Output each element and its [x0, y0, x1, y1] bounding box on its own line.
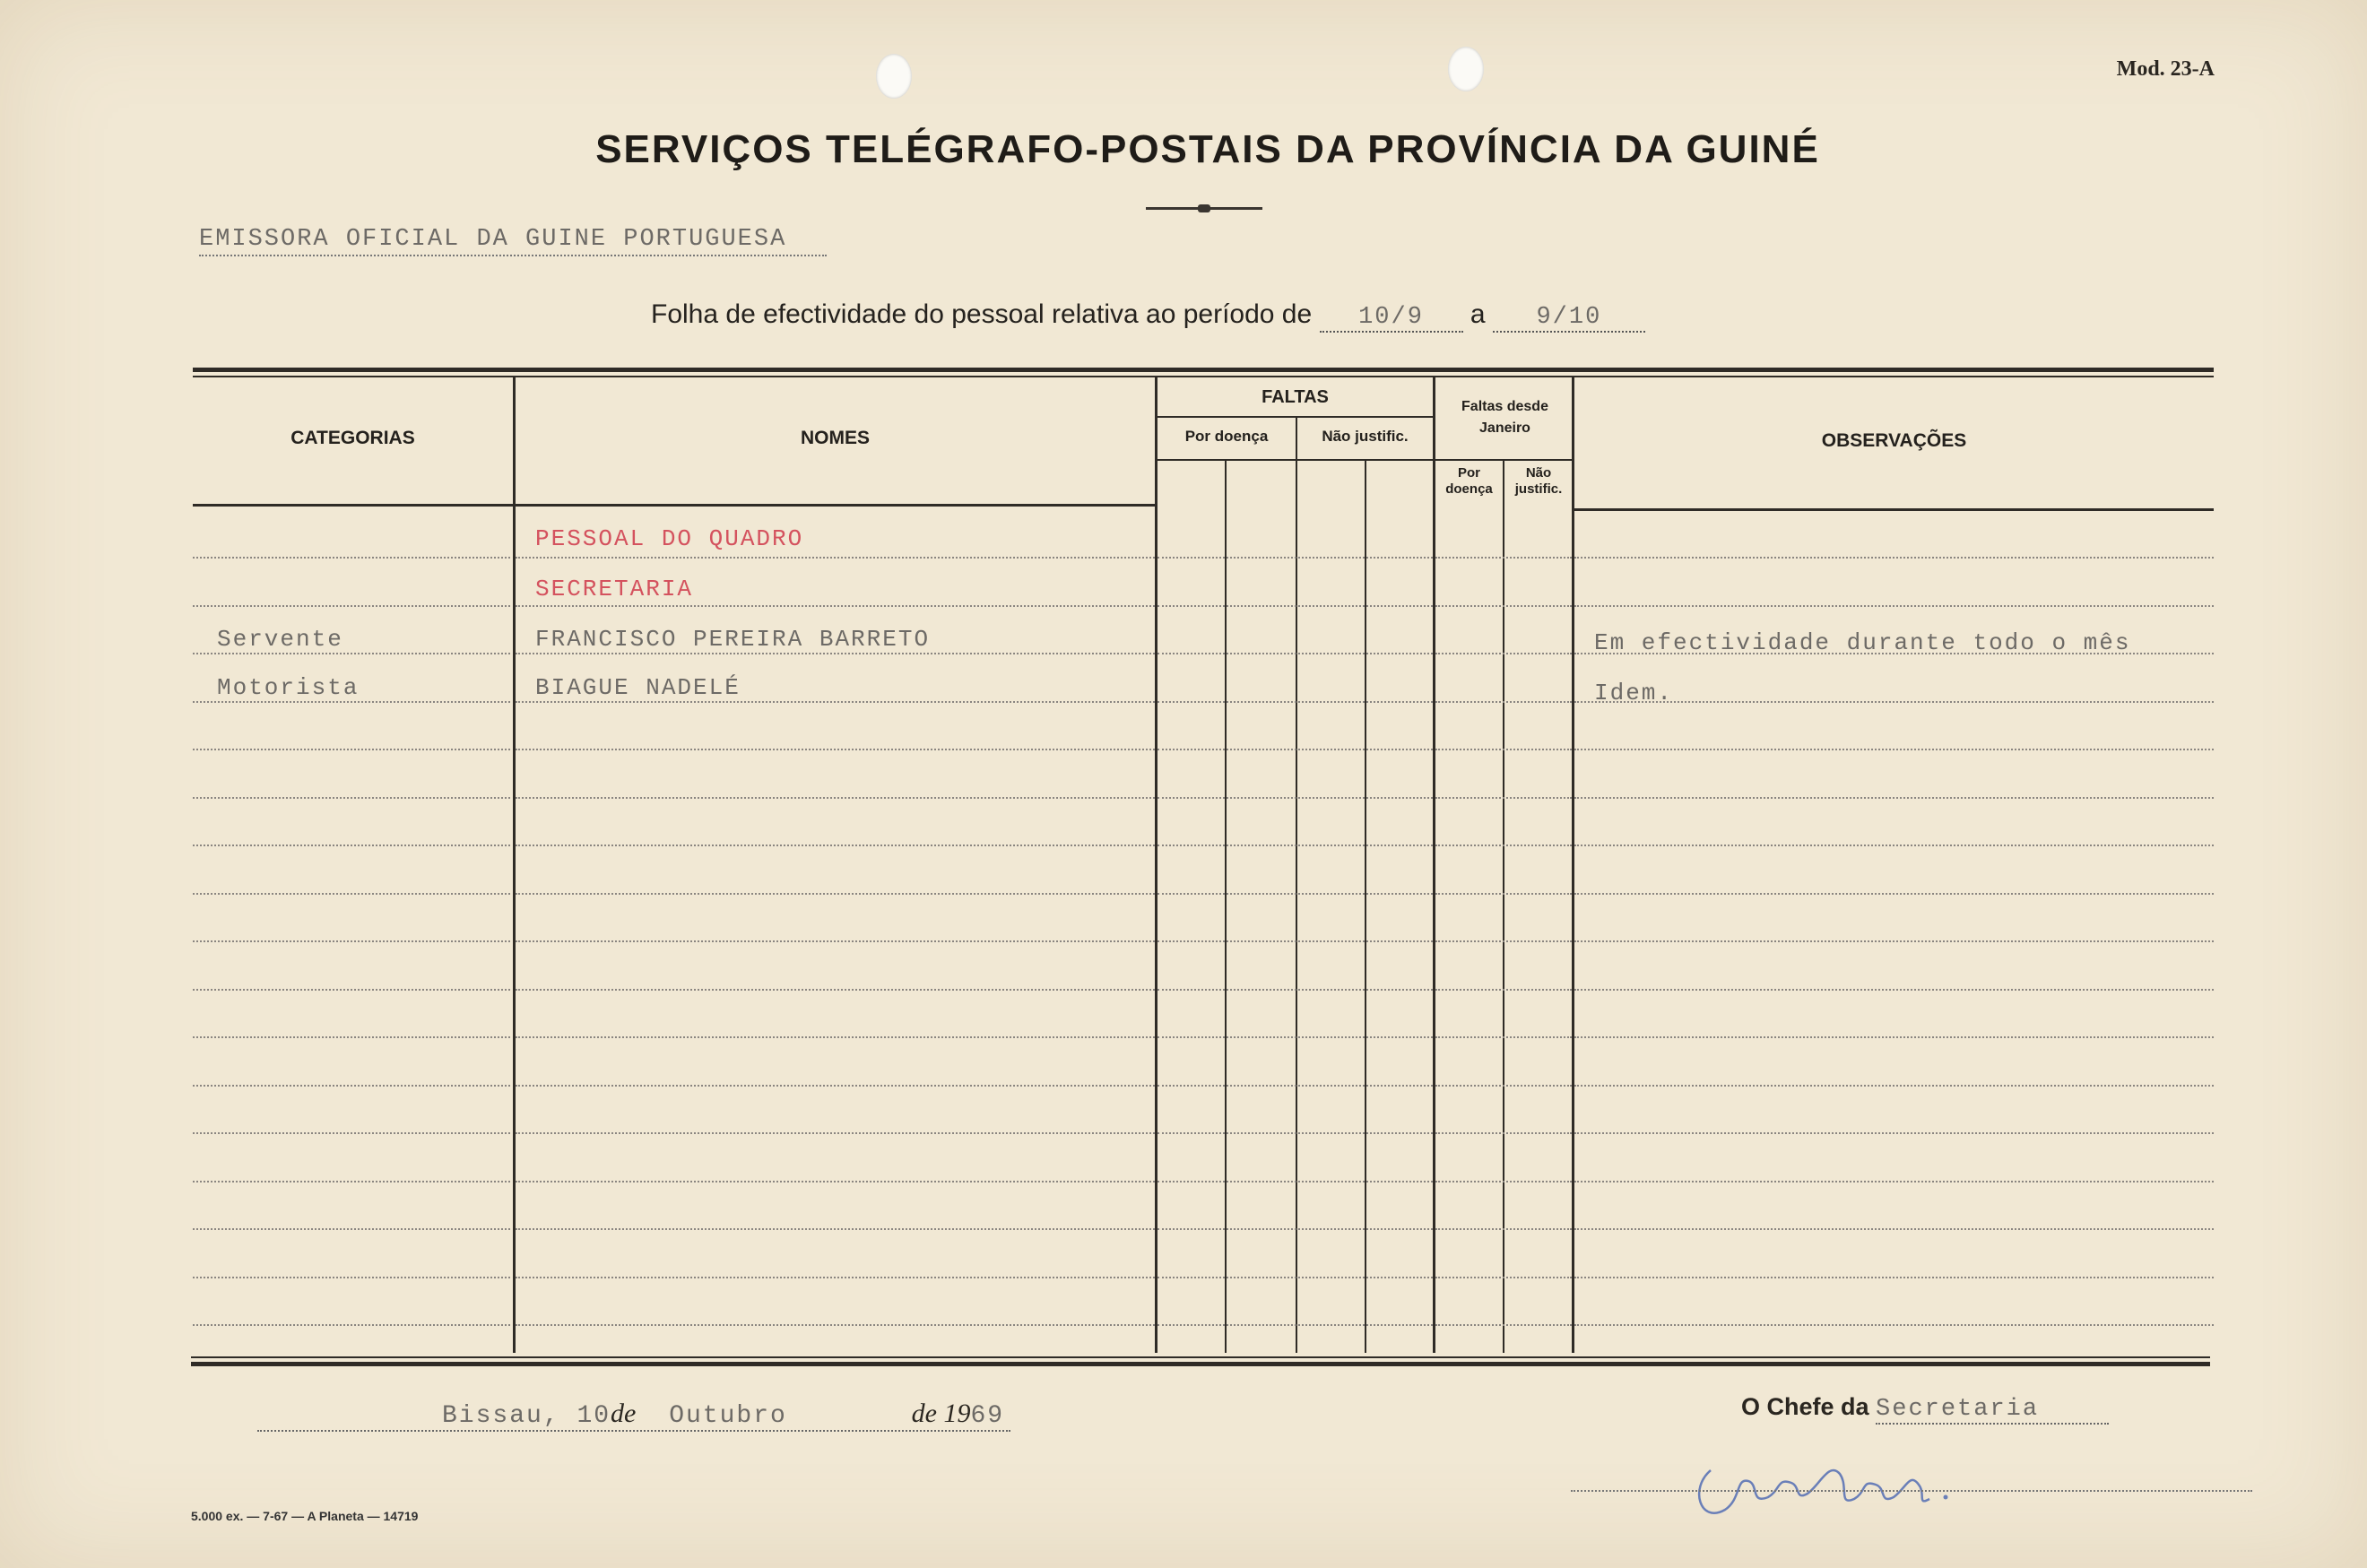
ruled-line	[1574, 940, 2214, 942]
signature-line	[1571, 1490, 2252, 1492]
ruled-line	[1157, 605, 1433, 607]
ruled-line	[1157, 1324, 1433, 1326]
ruled-line	[193, 845, 510, 846]
ruled-line	[1435, 605, 1572, 607]
ruled-line	[516, 1132, 1155, 1134]
department-name: EMISSORA OFICIAL DA GUINE PORTUGUESA	[199, 226, 827, 256]
ruled-line	[1157, 749, 1433, 750]
ruled-line	[1435, 1277, 1572, 1278]
ruled-line	[1574, 1085, 2214, 1087]
ruled-line	[516, 1324, 1155, 1326]
ruled-line	[193, 1277, 510, 1278]
ruled-line	[1435, 557, 1572, 559]
ruled-line	[516, 1085, 1155, 1087]
date-month: Outubro	[669, 1402, 787, 1430]
ruled-line	[1574, 797, 2214, 799]
header-bottom-rule	[193, 504, 1155, 507]
row-observacao: Idem.	[1594, 680, 1674, 706]
col-divider	[1572, 377, 1574, 1353]
ruled-line	[516, 701, 1155, 703]
ruled-line	[516, 605, 1155, 607]
ruled-line	[1157, 1277, 1433, 1278]
ruled-line	[1435, 701, 1572, 703]
row-nome: BIAGUE NADELÉ	[535, 674, 741, 701]
ruled-line	[1157, 893, 1433, 895]
col-divider	[1433, 377, 1435, 1353]
faltas-rule	[1157, 416, 1435, 418]
ruled-line	[193, 1036, 510, 1038]
ruled-line	[193, 653, 510, 654]
ruled-line	[516, 653, 1155, 654]
col-subdivider	[1503, 461, 1504, 1353]
header-por-doenca-janeiro: Por doença	[1445, 465, 1493, 497]
col-subdivider	[1365, 461, 1366, 1353]
title-ornament	[1146, 207, 1262, 210]
ruled-line	[1435, 989, 1572, 991]
ruled-line	[1157, 845, 1433, 846]
header-nao-justific: Não justific.	[1322, 428, 1409, 445]
ruled-line	[1435, 1036, 1572, 1038]
ruled-line	[516, 940, 1155, 942]
ruled-line	[193, 893, 510, 895]
ruled-line	[516, 989, 1155, 991]
ruled-line	[1435, 845, 1572, 846]
ruled-line	[1157, 653, 1433, 654]
ruled-line	[1157, 989, 1433, 991]
ruled-line	[1574, 557, 2214, 559]
ruled-line	[516, 893, 1155, 895]
place-date-line	[257, 1399, 1010, 1432]
ruled-line	[193, 1085, 510, 1087]
ruled-line	[193, 1228, 510, 1230]
section-label: PESSOAL DO QUADRO	[535, 525, 804, 552]
ruled-line	[1157, 701, 1433, 703]
col-divider	[513, 377, 516, 1353]
header-observacoes: OBSERVAÇÕES	[1821, 430, 1967, 451]
ruled-line	[193, 605, 510, 607]
ruled-line	[1574, 989, 2214, 991]
ruled-line	[1157, 1181, 1433, 1182]
row-observacao: Em efectividade durante todo o mês	[1594, 629, 2131, 656]
punch-hole-left	[876, 54, 912, 99]
header-nomes: NOMES	[800, 428, 870, 448]
faltas-rule	[1157, 459, 1435, 461]
ruled-line	[1435, 940, 1572, 942]
ruled-line	[1574, 605, 2214, 607]
row-categoria: Servente	[217, 626, 343, 653]
ruled-line	[193, 1181, 510, 1182]
ruled-line	[1574, 893, 2214, 895]
ruled-line	[1574, 1036, 2214, 1038]
ruled-line	[1157, 557, 1433, 559]
punch-hole-right	[1448, 47, 1484, 91]
signature	[1695, 1434, 1964, 1533]
ruled-line	[1574, 1277, 2214, 1278]
table-bottom-rule-thin	[191, 1356, 2210, 1358]
ruled-line	[193, 940, 510, 942]
ruled-line	[193, 797, 510, 799]
ruled-line	[1435, 1228, 1572, 1230]
ruled-line	[1435, 1132, 1572, 1134]
ruled-line	[1157, 1085, 1433, 1087]
col-subdivider	[1225, 461, 1227, 1353]
period-label: Folha de efectividade do pessoal relativa ao período de	[651, 299, 1313, 329]
ruled-line	[516, 845, 1155, 846]
header-nao-justific-janeiro: Não justific.	[1514, 465, 1563, 497]
period-from: 10/9	[1320, 304, 1463, 333]
header-bottom-rule	[1574, 508, 2214, 511]
ruled-line	[1435, 1181, 1572, 1182]
ruled-line	[1574, 845, 2214, 846]
ruled-line	[193, 749, 510, 750]
ruled-line	[516, 1277, 1155, 1278]
ruled-line	[1574, 1228, 2214, 1230]
table-bottom-rule	[191, 1362, 2210, 1366]
model-number: Mod. 23-A	[2116, 57, 2215, 81]
ruled-line	[193, 1324, 510, 1326]
ruled-line	[1435, 1085, 1572, 1087]
ruled-line	[193, 1132, 510, 1134]
chefe-label: O Chefe da	[1741, 1393, 1869, 1420]
section-label: SECRETARIA	[535, 576, 694, 602]
date-year: 69	[970, 1402, 1005, 1430]
faltas-janeiro-rule	[1435, 459, 1574, 461]
ruled-line	[1157, 1036, 1433, 1038]
header-por-doenca: Por doença	[1184, 428, 1269, 445]
header-categorias: CATEGORIAS	[290, 428, 415, 448]
ruled-line	[1435, 893, 1572, 895]
ruled-line	[193, 989, 510, 991]
ruled-line	[516, 1181, 1155, 1182]
ruled-line	[516, 749, 1155, 750]
place: Bissau,	[442, 1402, 560, 1430]
ruled-line	[1435, 749, 1572, 750]
printer-note: 5.000 ex. — 7-67 — A Planeta — 14719	[191, 1509, 419, 1523]
header-faltas: FALTAS	[1262, 387, 1329, 407]
row-categoria: Motorista	[217, 674, 360, 701]
ruled-line	[1157, 797, 1433, 799]
ruled-line	[1157, 940, 1433, 942]
form-title: SERVIÇOS TELÉGRAFO-POSTAIS DA PROVÍNCIA DA GUINÉ	[595, 127, 1820, 171]
row-nome: FRANCISCO PEREIRA BARRETO	[535, 626, 931, 653]
ruled-line	[1157, 1132, 1433, 1134]
ruled-line	[516, 1228, 1155, 1230]
ruled-line	[1435, 653, 1572, 654]
ruled-line	[1574, 1324, 2214, 1326]
header-faltas-desde-janeiro: Faltas desde Janeiro	[1461, 399, 1548, 436]
table-top-rule	[193, 368, 2214, 372]
ruled-line	[193, 701, 510, 703]
ruled-line	[1435, 1324, 1572, 1326]
period-line	[651, 299, 1645, 333]
ruled-line	[1574, 749, 2214, 750]
ruled-line	[1157, 1228, 1433, 1230]
period-connector: a	[1470, 299, 1486, 329]
chefe-line	[1741, 1393, 2109, 1425]
period-to: 9/10	[1493, 304, 1645, 333]
date-de: de	[611, 1399, 637, 1428]
date-de-year: de 19	[911, 1399, 971, 1428]
ruled-line	[516, 557, 1155, 559]
ruled-line	[516, 797, 1155, 799]
col-divider	[1155, 377, 1157, 1353]
ruled-line	[1435, 797, 1572, 799]
ruled-line	[1574, 1181, 2214, 1182]
date-day: 10	[577, 1402, 611, 1430]
chefe-section: Secretaria	[1876, 1396, 2109, 1425]
ruled-line	[1574, 1132, 2214, 1134]
table-top-rule-thin	[193, 376, 2214, 377]
ruled-line	[193, 557, 510, 559]
ruled-line	[516, 1036, 1155, 1038]
